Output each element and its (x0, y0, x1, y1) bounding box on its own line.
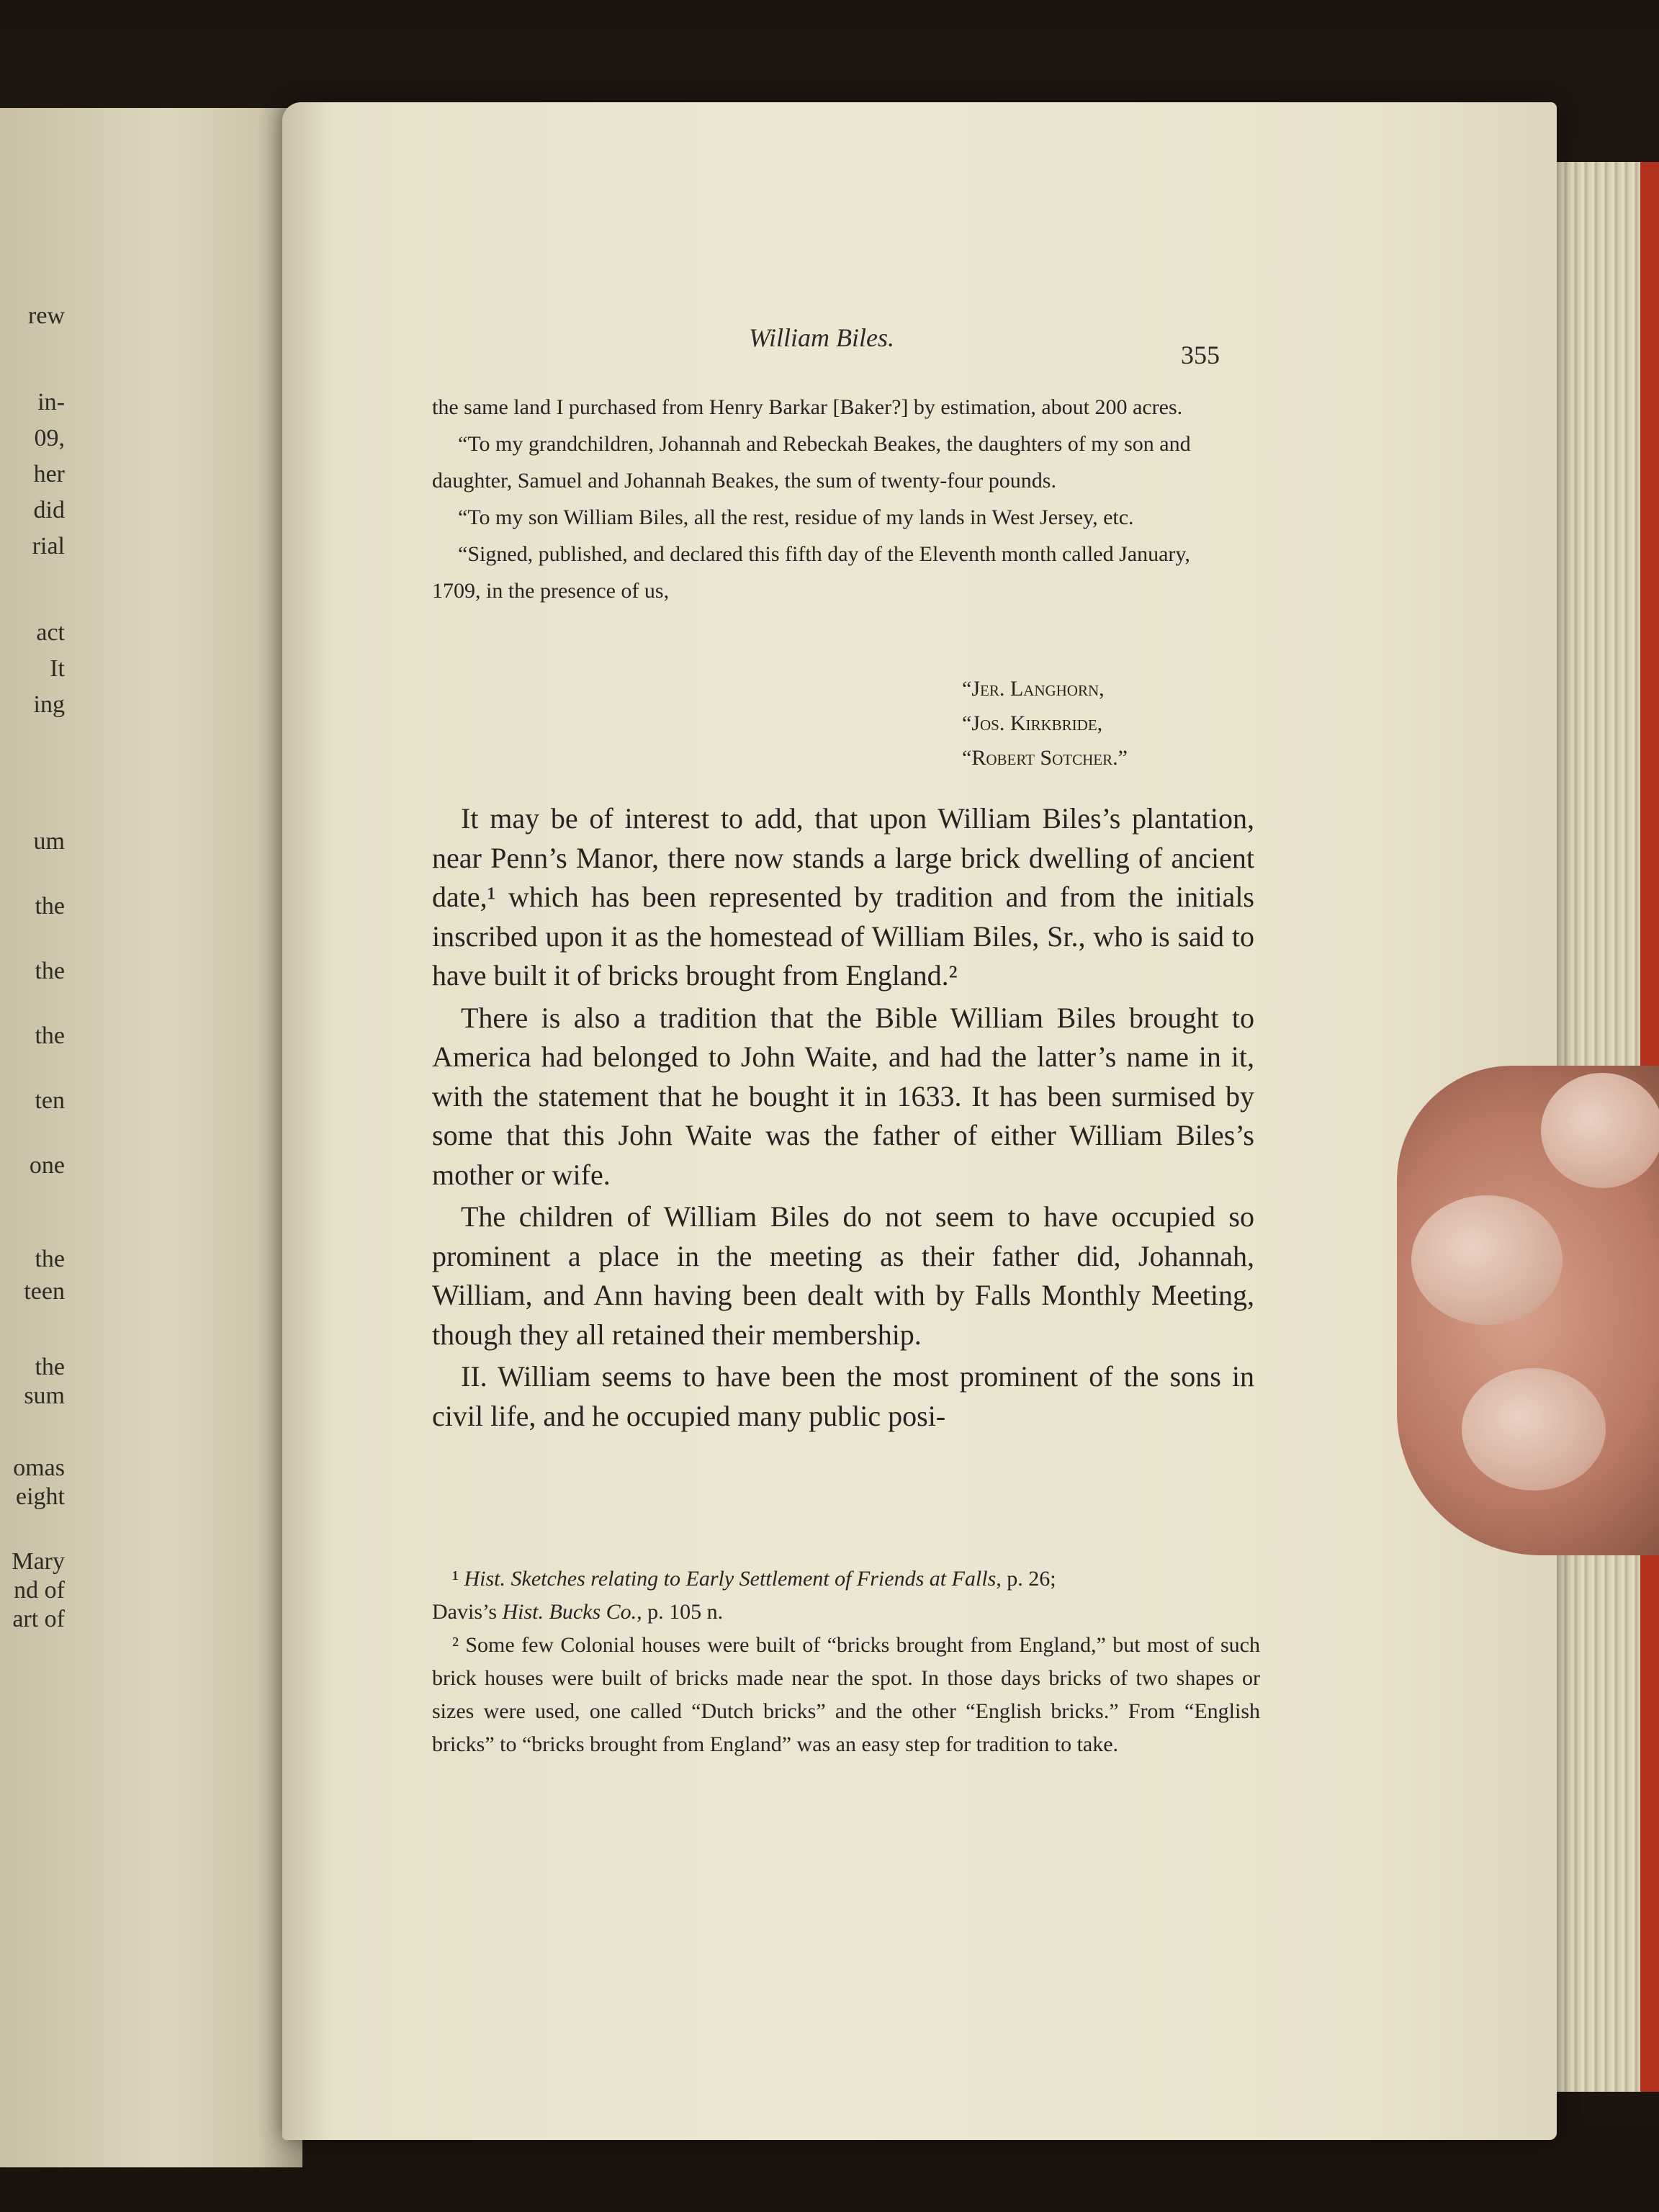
footnote-source-page: p. 105 n. (642, 1600, 724, 1624)
left-page-line: eight (16, 1483, 65, 1510)
footnote-marker: ¹ (452, 1567, 459, 1591)
signature-line: “Jos. Kirkbride, (962, 711, 1103, 735)
body-paragraph: The children of William Biles do not seem to have occupied so prominent a place in the meeting as their father did, Johannah, William, and Ann having been dealt with by Falls Monthly Meeting, though they all retained their membership. (432, 1200, 1254, 1351)
footnote-title: Hist. Sketches relating to Early Settlement of Friends at Falls, (464, 1567, 1002, 1591)
left-page-line: 09, (34, 425, 65, 451)
left-page-line: rew (28, 302, 65, 329)
left-page-line: ing (33, 691, 65, 718)
footnote-page: p. 26; (1001, 1567, 1056, 1591)
will-paragraph: “To my son William Biles, all the rest, residue of my lands in West Jersey, etc. (458, 505, 1134, 529)
footnote-source-prefix: Davis’s (432, 1600, 503, 1624)
footnote-2: ² Some few Colonial houses were built of “bricks brought from England,” but most of such brick houses were built of bricks made near the spot. In those days bricks of two shapes or sizes were used, one called “Dutch bricks” and the other “English bricks.” From “English bricks” to “bricks brought from England” was an easy step for tradition to take. (432, 1633, 1260, 1756)
left-page-line: art of (12, 1606, 65, 1632)
body-paragraph: II. William seems to have been the most prominent of the sons in civil life, and he occupied many public posi- (432, 1360, 1254, 1432)
left-page-line: ten (35, 1087, 65, 1114)
left-page-line: Mary (12, 1548, 65, 1575)
left-page-line: the (35, 958, 65, 984)
left-page-line: the (35, 1354, 65, 1380)
will-paragraph: “Signed, published, and declared this fifth day of the Eleventh month called January, 1709, in the presence of us, (432, 542, 1190, 603)
fingertip (1411, 1195, 1563, 1325)
body-text (432, 799, 1254, 1439)
footnote-source-title: Hist. Bucks Co., (502, 1600, 642, 1624)
left-page-line: teen (24, 1278, 65, 1305)
left-page-line: her (33, 461, 65, 487)
fingertip (1462, 1368, 1606, 1491)
will-text (432, 389, 1240, 609)
will-paragraph: “To my grandchildren, Johannah and Rebeckah Beakes, the daughters of my son and daughter, Samuel and Johannah Beakes, the sum of twenty-four pounds. (432, 432, 1191, 493)
body-paragraph: There is also a tradition that the Bible William Biles brought to America had belonged to John Waite, and had the latter’s name in it, with the statement that he bought it in 1633. It has been surmised by some that this John Waite was the father of either William Biles’s mother or wife. (432, 1001, 1254, 1191)
left-page-line: one (29, 1152, 65, 1179)
left-page-line: nd of (14, 1577, 65, 1604)
left-page-line: It (50, 655, 65, 682)
left-page-line: rial (32, 533, 65, 559)
left-page-line: the (35, 893, 65, 920)
body-paragraph: It may be of interest to add, that upon William Biles’s plantation, near Penn’s Manor, there now stands a large brick dwelling of ancient date,¹ which has been represented by tradition and from the initials inscribed upon it as the homestead of William Biles, Sr., who is said to have built it of bricks brought from England.² (432, 802, 1254, 992)
left-page (0, 108, 302, 2167)
left-page-line: the (35, 1246, 65, 1272)
fingertip (1541, 1073, 1659, 1188)
left-page-line: um (33, 828, 65, 855)
left-page-line: sum (24, 1382, 65, 1409)
left-page-line: the (35, 1022, 65, 1049)
signature-line: “Jer. Langhorn, (962, 677, 1105, 701)
footnote-1-source (432, 1596, 1260, 1629)
will-paragraph: the same land I purchased from Henry Barkar [Baker?] by estimation, about 200 acres. (432, 395, 1183, 419)
footnotes (432, 1563, 1260, 1761)
left-page-line: act (36, 619, 65, 646)
footnote-1 (432, 1563, 1260, 1596)
page-number: 355 (1181, 341, 1220, 369)
left-page-line: in- (37, 389, 65, 415)
left-page-line: omas (13, 1455, 65, 1481)
left-page-line: did (33, 497, 65, 523)
signature-line: “Robert Sotcher.” (962, 746, 1128, 770)
running-head: William Biles. (749, 323, 894, 352)
